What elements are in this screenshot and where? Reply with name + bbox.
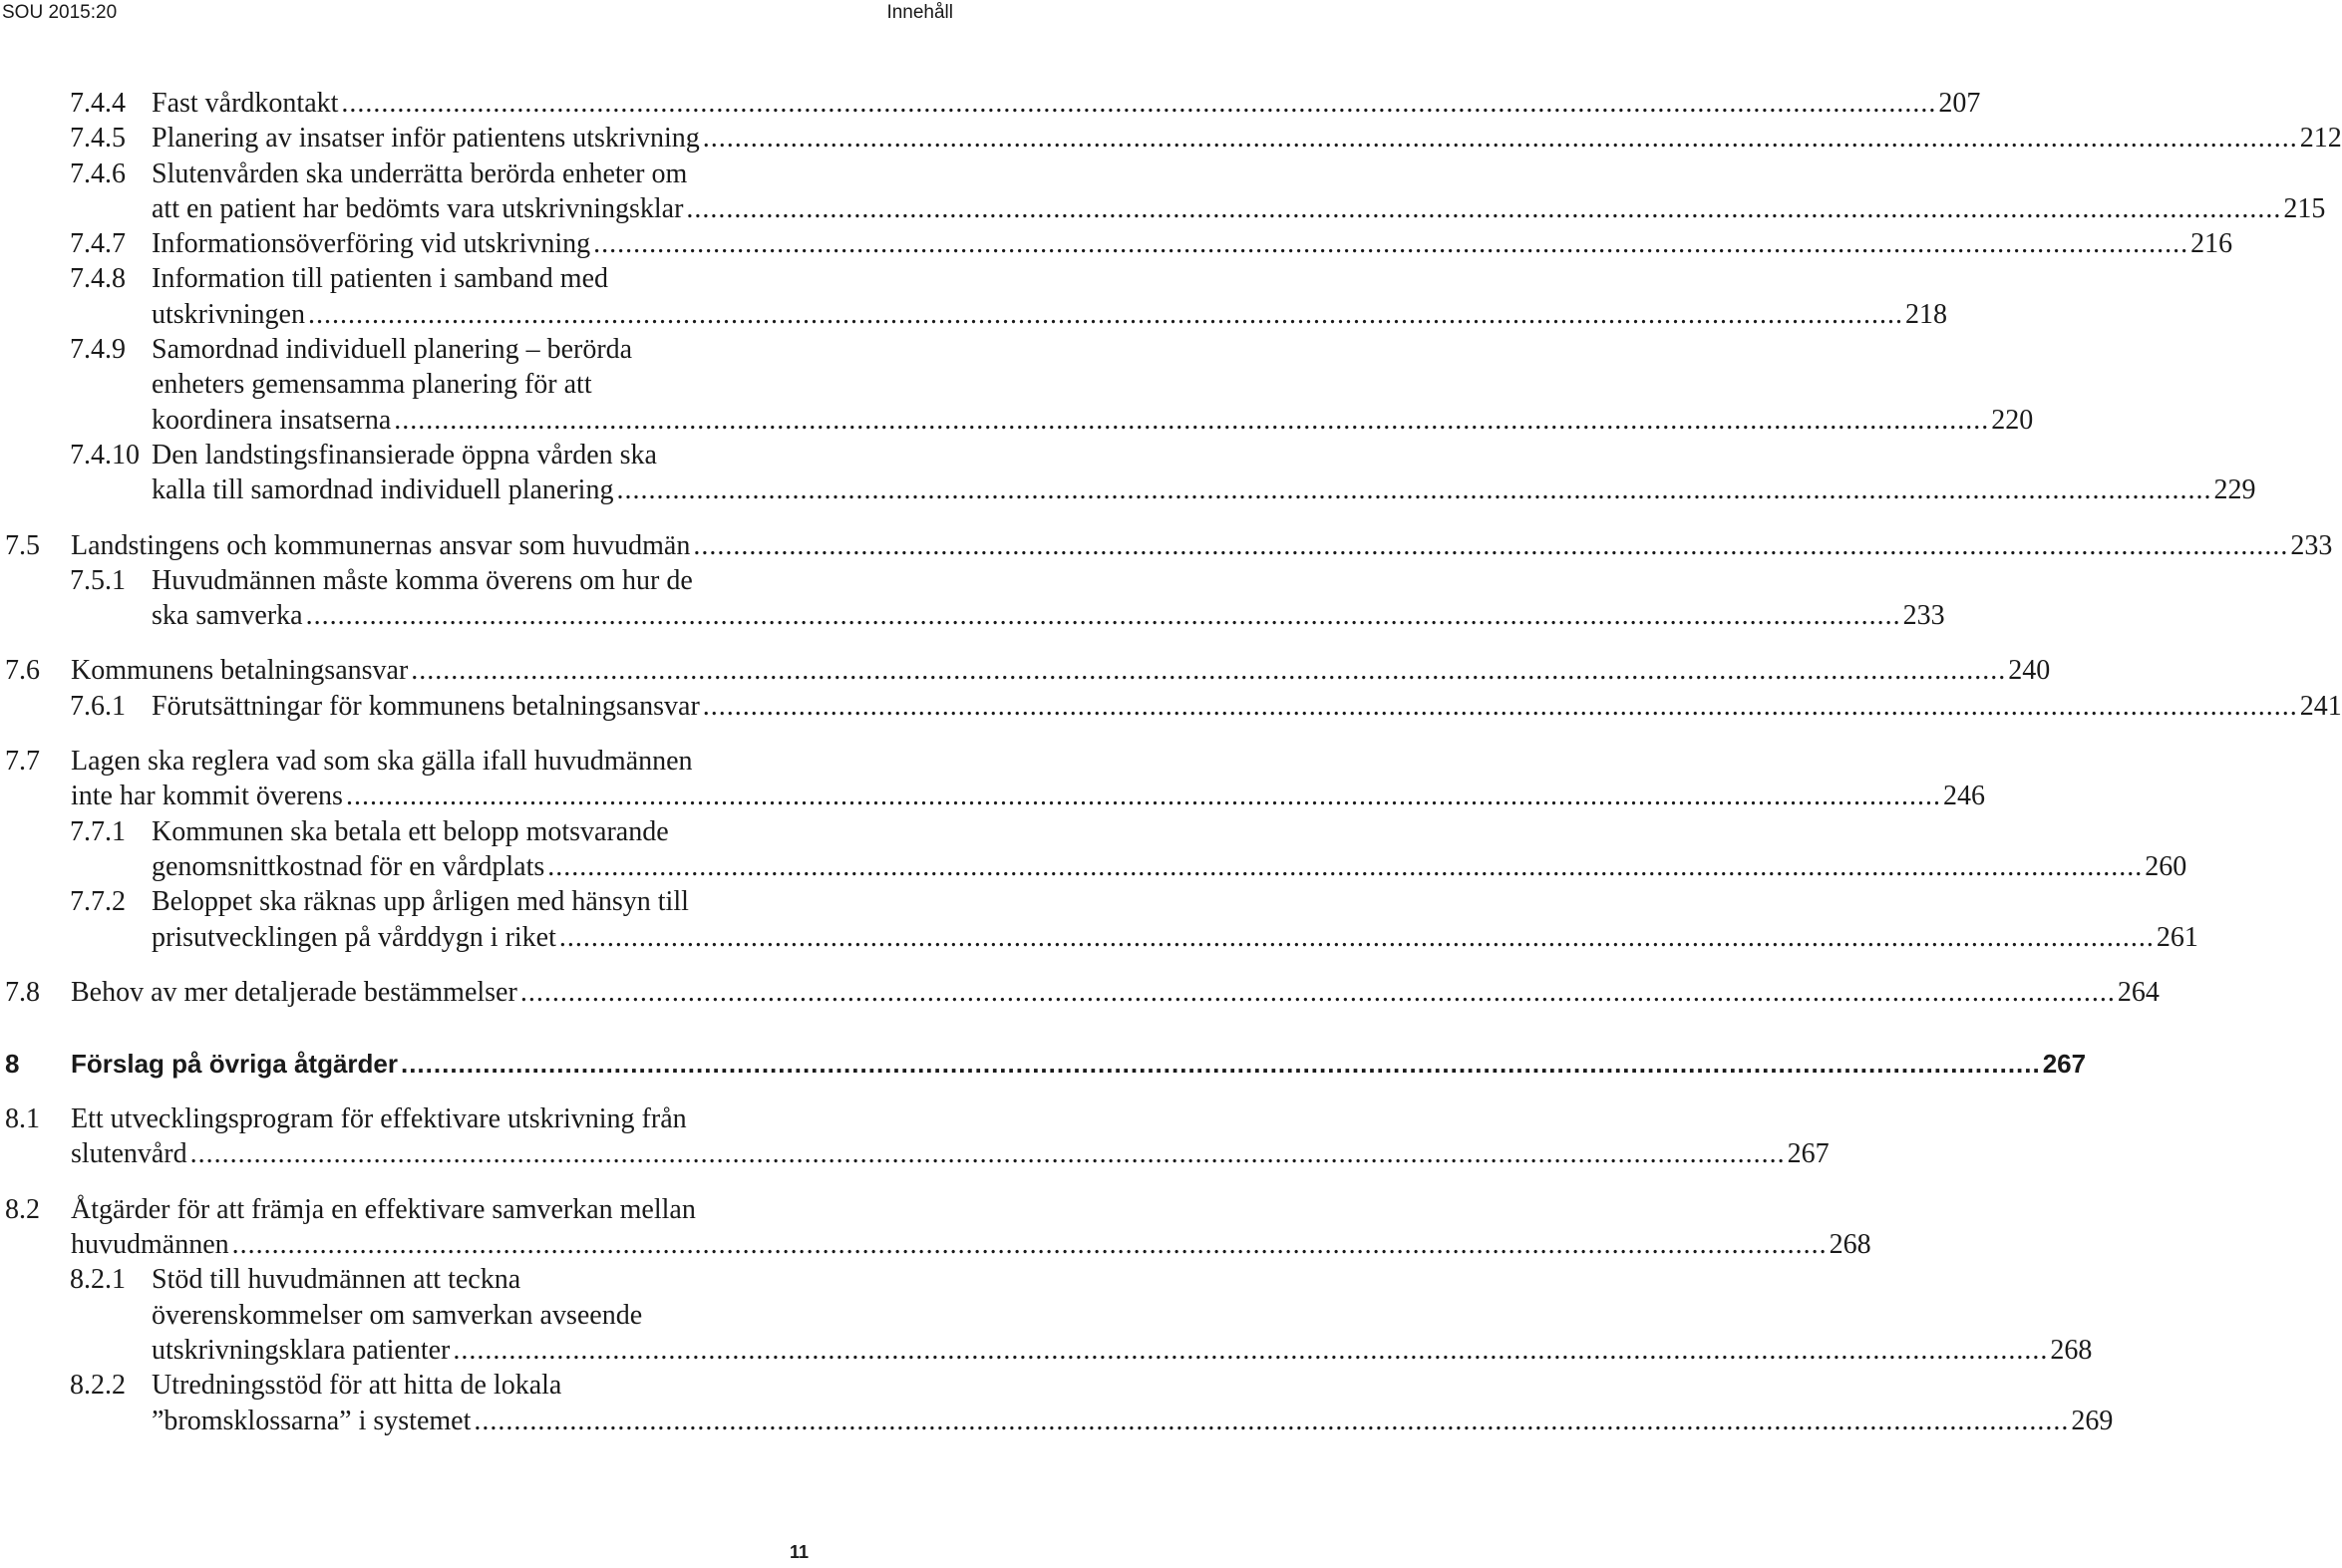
toc-leader-dots: ........................................................................................................................................................................................................ <box>693 529 2289 561</box>
toc-leader-dots: ........................................................................................................................................................................................................ <box>345 781 1941 812</box>
toc-leader-dots: ........................................................................................................................................................................................................ <box>547 850 2144 882</box>
toc-leader-dots: ........................................................................................................................................................................................................ <box>558 921 2155 953</box>
toc-entry[interactable] <box>0 86 1981 121</box>
toc-leader-dots: ........................................................................................................................................................................................................ <box>453 1334 2049 1366</box>
toc-entry-title-line: Information till patienten i samband med <box>152 263 608 295</box>
toc-entry[interactable] <box>0 563 1945 634</box>
toc-entry-number: 7.4.7 <box>70 228 126 260</box>
toc-entry[interactable] <box>0 689 2342 724</box>
toc-entry-number: 8.2.1 <box>70 1264 126 1296</box>
toc-entry-title-line: enheters gemensamma planering för att <box>152 369 592 401</box>
toc-entry[interactable] <box>0 121 2342 156</box>
toc-entry[interactable] <box>0 157 2326 227</box>
toc-entry-title-line: Ett utvecklingsprogram för effektivare utskrivning från <box>71 1103 687 1135</box>
toc-leader-dots: ........................................................................................................................................................................................................ <box>189 1138 1786 1170</box>
toc-entry-page: 218 <box>1905 298 1947 330</box>
toc-entry[interactable] <box>0 1368 2114 1438</box>
toc-entry-title-line: överenskommelser om samverkan avseende <box>152 1299 643 1331</box>
toc-leader-dots: ........................................................................................................................................................................................................ <box>308 298 1903 330</box>
toc-entry-page: 268 <box>2050 1334 2093 1366</box>
toc-entry-title: Landstingens och kommunernas ansvar som huvudmän <box>71 529 691 561</box>
toc-entry-title-line: Samordnad individuell planering – berörda <box>152 334 633 366</box>
toc-leader-dots: ........................................................................................................................................................................................................ <box>702 123 2298 155</box>
toc-entry-page: 233 <box>2290 529 2333 561</box>
toc-entry[interactable] <box>0 1262 2093 1368</box>
toc-entry-title-line: Lagen ska reglera vad som ska gälla ifall huvudmännen <box>71 746 693 778</box>
toc-leader-dots: ........................................................................................................................................................................................................ <box>519 976 2116 1008</box>
toc-entry-title: Kommunens betalningsansvar <box>71 655 409 687</box>
toc-entry-page: 212 <box>2299 123 2342 155</box>
running-header-left: SOU 2015:20 <box>2 2 118 23</box>
toc-leader-dots: ........................................................................................................................................................................................................ <box>341 88 1937 119</box>
toc-entry-number: 7.6.1 <box>70 690 126 722</box>
toc-entry-title: inte har kommit överens <box>71 781 343 812</box>
toc-entry-title: prisutvecklingen på vårddygn i riket <box>152 921 556 953</box>
toc-entry-title: att en patient har bedömts vara utskrivningsklar <box>152 192 684 224</box>
toc-entry-page: 233 <box>1902 600 1945 632</box>
toc-entry-page: 229 <box>2213 474 2256 506</box>
toc-leader-dots: ........................................................................................................................................................................................................ <box>474 1405 2070 1436</box>
toc-entry[interactable] <box>0 814 2187 885</box>
toc-entry[interactable] <box>0 261 1947 332</box>
toc-entry-title: Fast vårdkontakt <box>152 88 339 119</box>
toc-leader-dots: ........................................................................................................................................................................................................ <box>305 600 1901 632</box>
toc-entry-number: 7.7.2 <box>70 886 126 918</box>
toc-entry-number: 7.6 <box>5 655 40 687</box>
toc-entry-title-line: Den landstingsfinansierade öppna vården ska <box>152 439 657 470</box>
toc-leader-dots: ........................................................................................................................................................................................................ <box>400 1049 2041 1080</box>
toc-entry-title-line: Huvudmännen måste komma överens om hur de <box>152 564 693 596</box>
toc-entry-page: 240 <box>2008 655 2051 687</box>
toc-entry-title-line: Åtgärder för att främja en effektivare samverkan mellan <box>71 1193 696 1225</box>
toc-entry-page: 267 <box>1787 1138 1830 1170</box>
toc-entry-page: 264 <box>2117 976 2160 1008</box>
toc-entry-page: 246 <box>1942 781 1985 812</box>
toc-leader-dots: ........................................................................................................................................................................................................ <box>702 690 2298 722</box>
toc-entry-number: 7.5 <box>5 529 40 561</box>
toc-entry-title: koordinera insatserna <box>152 404 392 436</box>
toc-entry[interactable] <box>0 744 1985 814</box>
toc-entry[interactable] <box>0 1192 1871 1263</box>
toc-chapter-title: Förslag på övriga åtgärder <box>71 1049 398 1080</box>
toc-entry[interactable] <box>0 226 2233 261</box>
toc-chapter-number: 8 <box>5 1049 20 1080</box>
toc-entry-number: 7.4.6 <box>70 157 126 189</box>
toc-entry-title: slutenvård <box>71 1138 187 1170</box>
running-header-right: Innehåll <box>886 2 953 23</box>
toc-entry-title-line: Utredningsstöd för att hitta de lokala <box>152 1370 562 1402</box>
toc-entry[interactable] <box>0 975 2160 1010</box>
toc-leader-dots: ........................................................................................................................................................................................................ <box>593 228 2189 260</box>
toc-leader-dots: ........................................................................................................................................................................................................ <box>686 192 2282 224</box>
toc-entry-number: 7.4.4 <box>70 88 126 119</box>
toc-entry-title: utskrivningen <box>152 298 305 330</box>
toc-entry-title-line: Kommunen ska betala ett belopp motsvarande <box>152 815 669 847</box>
toc-entry[interactable] <box>0 884 2198 955</box>
toc-entry-title-line: Slutenvården ska underrätta berörda enheter om <box>152 157 688 189</box>
toc-entry-number: 7.4.10 <box>70 439 140 470</box>
toc-leader-dots: ........................................................................................................................................................................................................ <box>411 655 2007 687</box>
toc-entry[interactable] <box>0 528 2333 563</box>
toc-entry-title: kalla till samordnad individuell planering <box>152 474 614 506</box>
toc-entry-page: 220 <box>1991 404 2034 436</box>
toc-entry-number: 7.8 <box>5 976 40 1008</box>
toc-leader-dots: ........................................................................................................................................................................................................ <box>231 1229 1828 1261</box>
toc-entry-number: 7.4.5 <box>70 123 126 155</box>
toc-entry-title-line: Beloppet ska räknas upp årligen med hänsyn till <box>152 886 689 918</box>
toc-entry-number: 7.4.8 <box>70 263 126 295</box>
toc-entry-page: 241 <box>2299 690 2342 722</box>
toc-chapter-entry[interactable] <box>0 1047 2087 1082</box>
toc-entry-title: ”bromsklossarna” i systemet <box>152 1405 472 1436</box>
toc-entry-title-line: Stöd till huvudmännen att teckna <box>152 1264 521 1296</box>
toc-chapter-page: 267 <box>2042 1049 2087 1080</box>
page-number: 11 <box>790 1542 810 1562</box>
toc-entry-number: 7.7.1 <box>70 815 126 847</box>
toc-entry-number: 7.7 <box>5 746 40 778</box>
toc-entry-number: 7.4.9 <box>70 334 126 366</box>
toc-entry-page: 268 <box>1829 1229 1871 1261</box>
toc-entry[interactable] <box>0 653 2051 688</box>
toc-entry[interactable] <box>0 438 2256 508</box>
toc-entry-page: 215 <box>2283 192 2326 224</box>
toc-leader-dots: ........................................................................................................................................................................................................ <box>616 474 2212 506</box>
toc-entry-page: 261 <box>2156 921 2198 953</box>
toc-entry-page: 269 <box>2071 1405 2114 1436</box>
toc-entry-page: 260 <box>2145 850 2187 882</box>
toc-entry-number: 8.2.2 <box>70 1370 126 1402</box>
toc-entry-page: 216 <box>2190 228 2233 260</box>
toc-entry-title: Informationsöverföring vid utskrivning <box>152 228 591 260</box>
toc-entry-title: genomsnittkostnad för en vårdplats <box>152 850 545 882</box>
toc-entry-number: 7.5.1 <box>70 564 126 596</box>
toc-entry-title: Förutsättningar för kommunens betalningsansvar <box>152 690 700 722</box>
toc-leader-dots: ........................................................................................................................................................................................................ <box>394 404 1990 436</box>
toc-entry-title: ska samverka <box>152 600 303 632</box>
toc-entry-title: utskrivningsklara patienter <box>152 1334 451 1366</box>
toc-entry-page: 207 <box>1938 88 1981 119</box>
toc-entry[interactable] <box>0 332 2034 438</box>
toc-entry-number: 8.1 <box>5 1103 40 1135</box>
toc-entry-title: Behov av mer detaljerade bestämmelser <box>71 976 517 1008</box>
toc-entry-number: 8.2 <box>5 1193 40 1225</box>
toc-entry-title: huvudmännen <box>71 1229 229 1261</box>
toc-entry-title: Planering av insatser inför patientens utskrivning <box>152 123 700 155</box>
toc-entry[interactable] <box>0 1101 1830 1172</box>
table-of-contents <box>0 86 2342 1438</box>
